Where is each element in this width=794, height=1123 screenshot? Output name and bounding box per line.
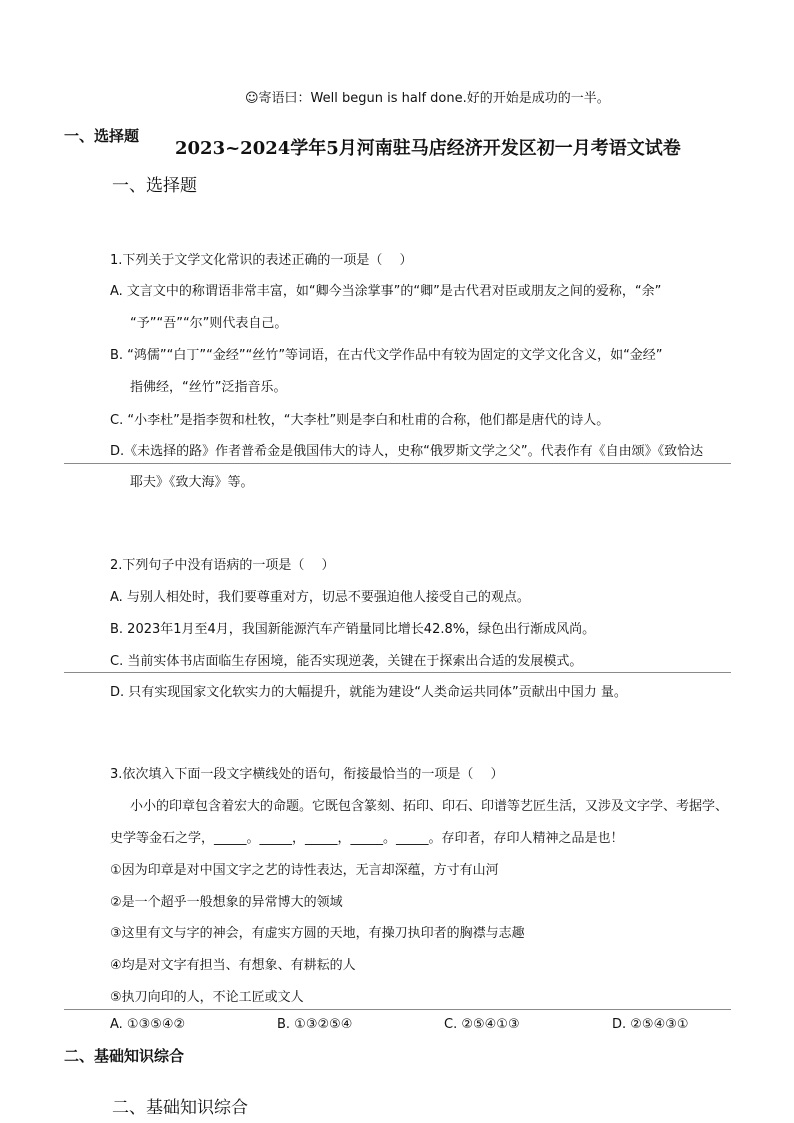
q2-option-d: D. 只有实现国家文化软实力的大幅提升，就能为建设“人类命运共同体”贡献出中国力 量。 (110, 685, 627, 700)
question-1-stem: 1.下列关于文学文化常识的表述正确的一项是（ ） (110, 253, 413, 268)
q1-option-b-cont: 指佛经，“丝竹”泛指音乐。 (130, 380, 287, 395)
q1-option-b: B. “鸿儒”“白丁”“金经”“丝竹”等词语，在古代文学作品中有较为固定的文学文化含义，如“金经” (110, 348, 663, 363)
q1-option-a: A. 文言文中的称谓语非常丰富，如“卿今当涂掌事”的“卿”是古代君对臣或朋友之间的爱称，“余” (110, 284, 662, 299)
question-2-stem: 2.下列句子中没有语病的一项是（ ） (110, 558, 335, 573)
q2-option-b: B. 2023年1月至4月，我国新能源汽车产销量同比增长42.8%，绿色出行渐成风尚。 (110, 622, 596, 637)
q3-choice-a: A. ①③⑤④② (110, 1017, 186, 1032)
q3-item-3: ③这里有文与字的神会，有虚实方圆的天地，有操刀执印者的胸襟与志趣 (110, 926, 525, 941)
q3-item-1: ①因为印章是对中国文字之艺的诗性表达，无言却深蕴，方寸有山河 (110, 863, 499, 878)
section-side-label-1: 一、选择题 (64, 127, 140, 145)
q3-choice-c: C. ②⑤④①③ (444, 1017, 520, 1032)
q3-item-2: ②是一个超乎一般想象的异常博大的领域 (110, 895, 343, 910)
exam-title: 2023~2024学年5月河南驻马店经济开发区初一月考语文试卷 (175, 138, 681, 159)
question-3-stem: 3.依次填入下面一段文字横线处的语句，衔接最恰当的一项是（ ） (110, 767, 504, 782)
q1-option-d-cont: 耶夫》《致大海》等。 (130, 475, 254, 490)
q3-choice-d: D. ②⑤④③① (612, 1017, 689, 1032)
q3-item-5: ⑤执刀向印的人，不论工匠或文人 (110, 990, 304, 1005)
section-side-label-2: 二、基础知识综合 (64, 1047, 185, 1065)
q2-option-a: A. 与别人相处时，我们要尊重对方，切忌不要强迫他人接受自己的观点。 (110, 590, 530, 605)
q3-passage-line-2: 史学等金石之学，_____。_____，_____，_____。_____。存印者，存印人精神之品是也！ (110, 831, 624, 846)
divider-rule (64, 672, 731, 673)
q1-option-c: C. “小李杜”是指李贺和杜牧，“大李杜”则是李白和杜甫的合称，他们都是唐代的诗人。 (110, 413, 610, 428)
motto-text: ☺寄语曰：Well begun is half done.好的开始是成功的一半。 (245, 91, 610, 106)
section-heading-1: 一、选择题 (112, 176, 197, 196)
q1-option-d: D.《未选择的路》作者普希金是俄国伟大的诗人，史称“俄罗斯文学之父”。代表作有《自由颂》《致恰达 (110, 444, 704, 459)
q3-choice-b: B. ①③②⑤④ (277, 1017, 353, 1032)
q3-passage-line-1: 小小的印章包含着宏大的命题。它既包含篆刻、拓印、印石、印谱等艺匠生活，又涉及文字学、考据学、 (130, 799, 729, 814)
q1-option-a-cont: “予”“吾”“尔”则代表自己。 (130, 316, 288, 331)
q2-option-c: C. 当前实体书店面临生存困境，能否实现逆袭，关键在于探索出合适的发展模式。 (110, 654, 583, 669)
q3-item-4: ④均是对文字有担当、有想象、有耕耘的人 (110, 958, 356, 973)
section-heading-2: 二、基础知识综合 (112, 1098, 248, 1118)
divider-rule (64, 463, 731, 464)
divider-rule (64, 1009, 731, 1010)
